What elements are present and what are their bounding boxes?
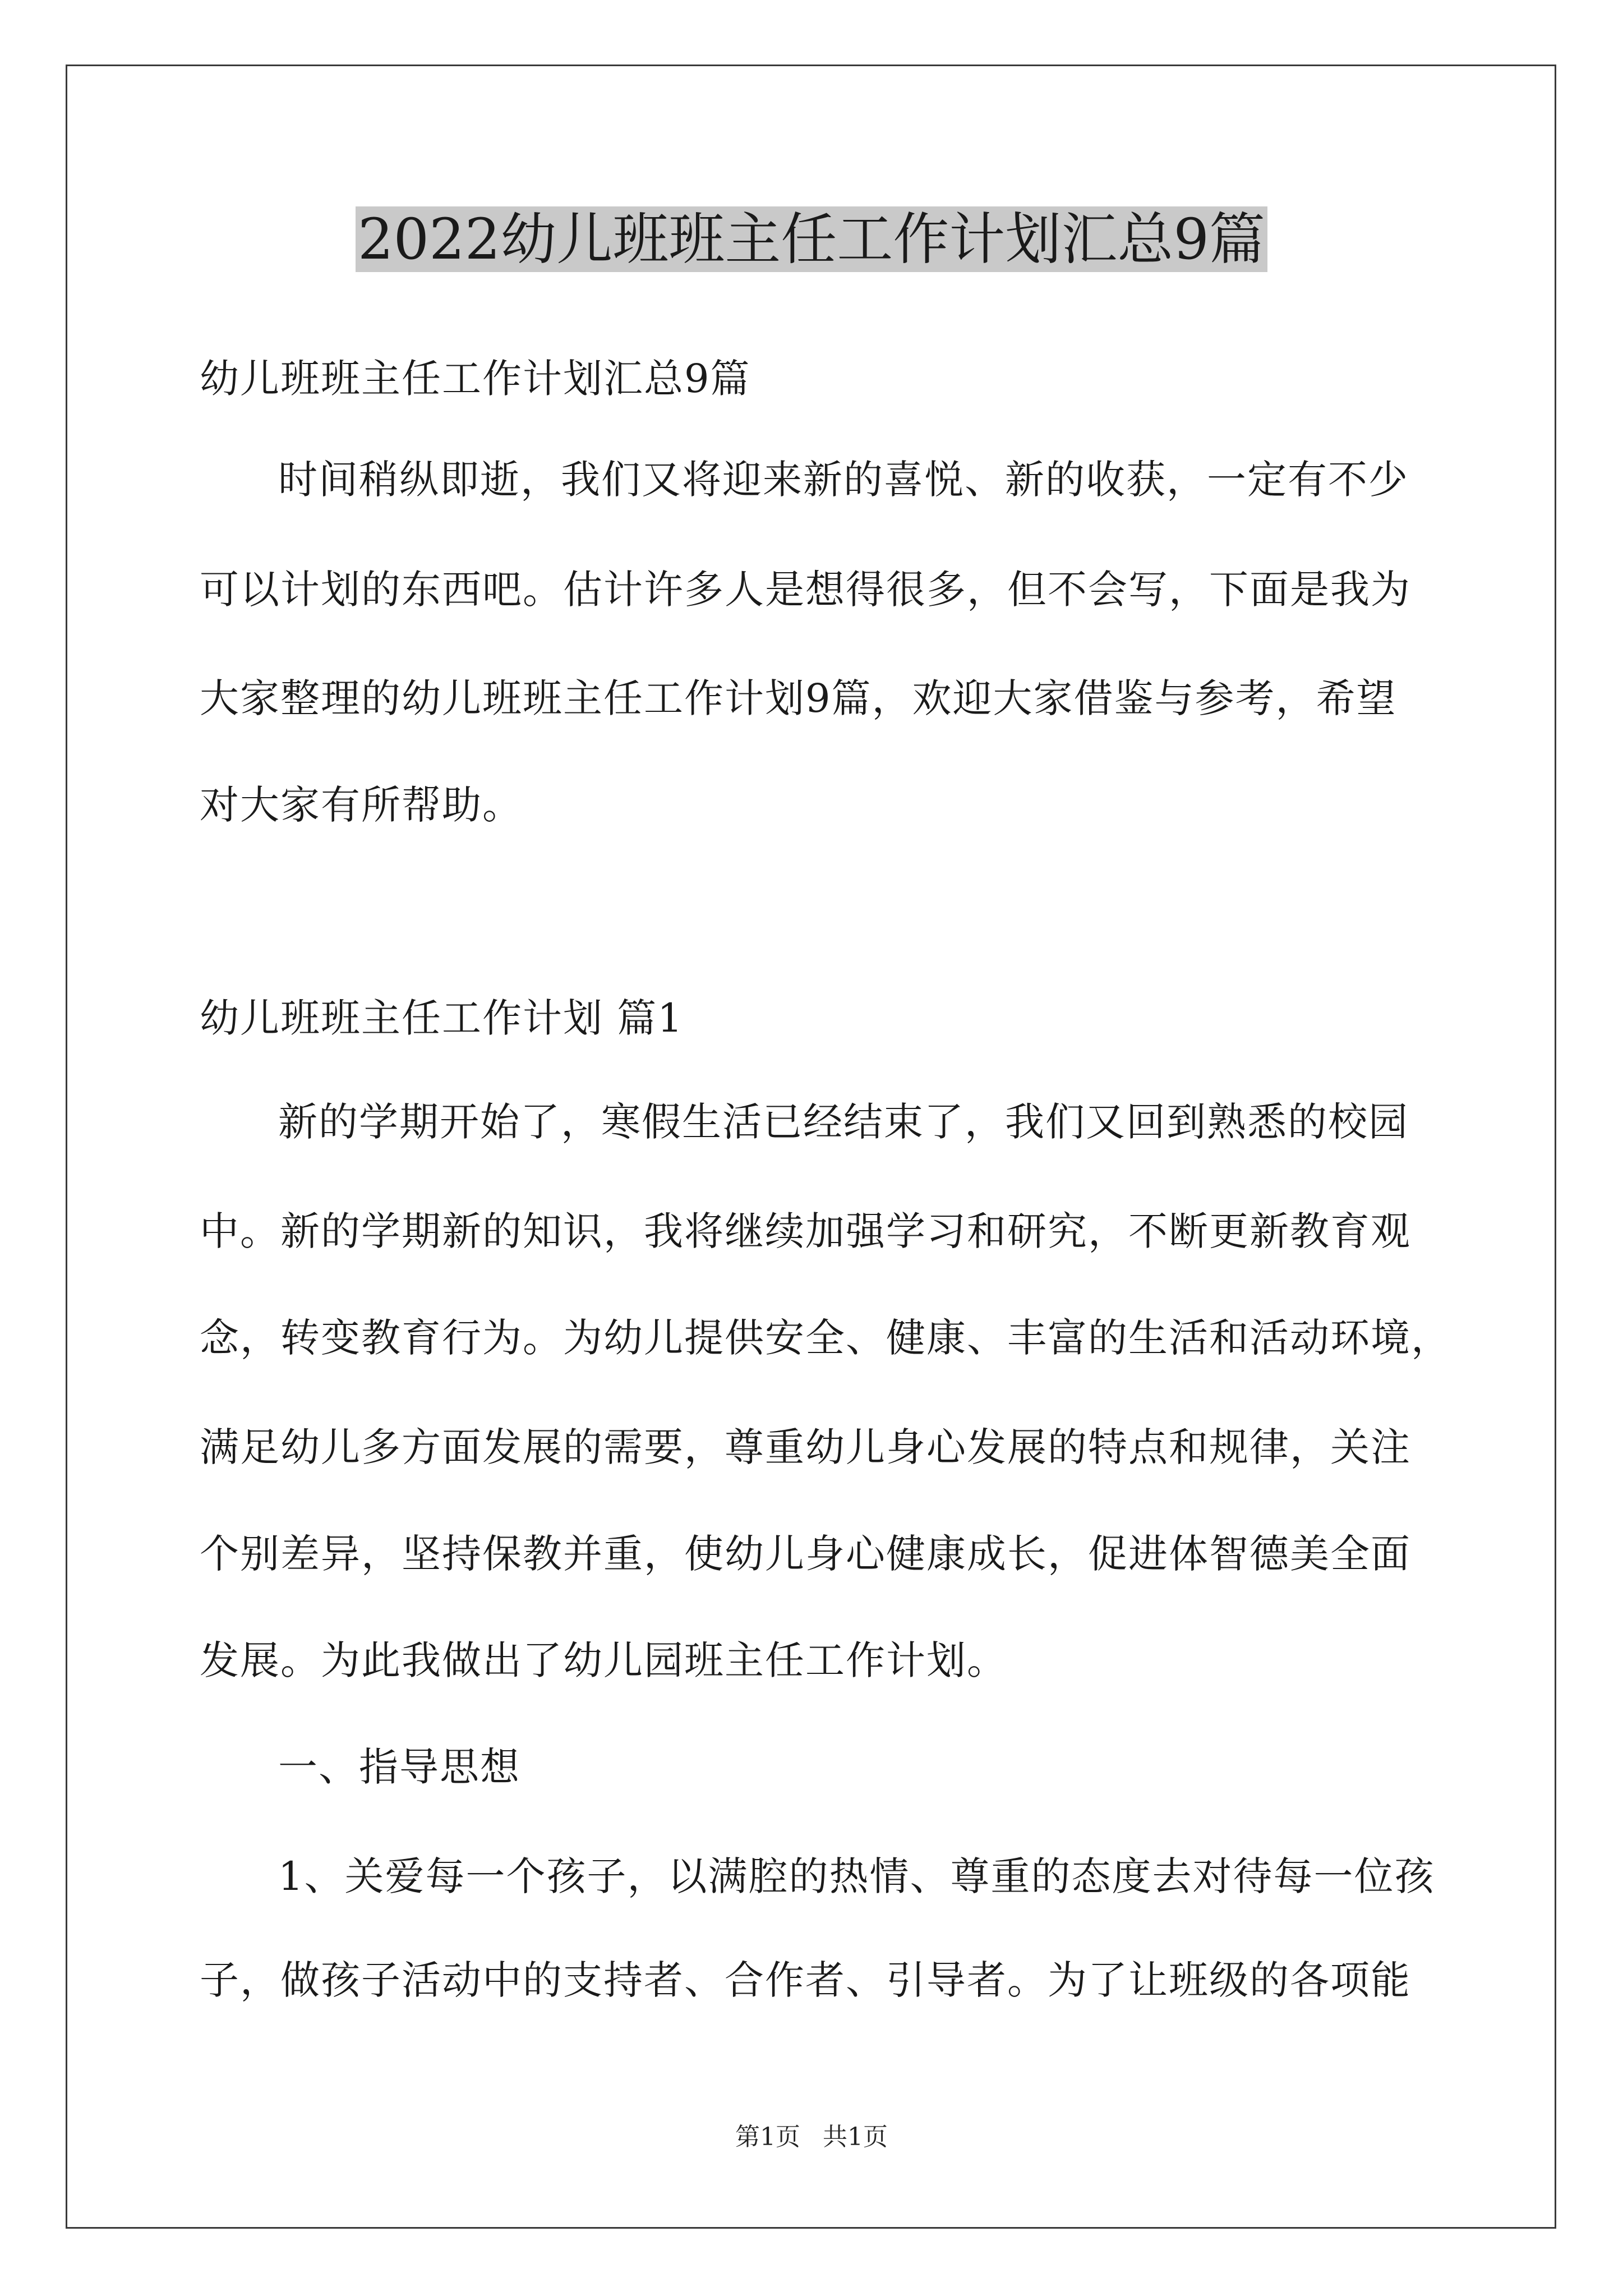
section-line-2: 中。新的学期新的知识，我将继续加强学习和研究，不断更新教育观 (200, 1208, 1411, 1254)
item-line-1: 1、关爱每一个孩子，以满腔的热情、尊重的态度去对待每一位孩 (278, 1853, 1435, 1899)
page-number: 第1页 (735, 2123, 800, 2151)
intro-line-4: 对大家有所帮助。 (200, 782, 523, 828)
section-line-1: 新的学期开始了，寒假生活已经结束了，我们又回到熟悉的校园 (278, 1099, 1409, 1145)
intro-line-1: 时间稍纵即逝，我们又将迎来新的喜悦、新的收获，一定有不少 (278, 457, 1409, 503)
page-total: 共1页 (823, 2123, 888, 2151)
document-title (200, 203, 1423, 276)
item-line-2: 子，做孩子活动中的支持者、合作者、引导者。为了让班级的各项能 (200, 1957, 1411, 2003)
section-line-6: 发展。为此我做出了幼儿园班主任工作计划。 (200, 1637, 1007, 1683)
page-footer (0, 2120, 1623, 2154)
section-line-5: 个别差异，坚持保教并重，使幼儿身心健康成长，促进体智德美全面 (200, 1531, 1411, 1577)
subheading: 一、指导思想 (278, 1744, 520, 1790)
subtitle: 幼儿班班主任工作计划汇总9篇 (200, 356, 751, 402)
section-line-3: 念，转变教育行为。为幼儿提供安全、健康、丰富的生活和活动环境， (200, 1315, 1451, 1361)
intro-line-2: 可以计划的东西吧。估计许多人是想得很多，但不会写，下面是我为 (200, 567, 1411, 613)
section-line-4: 满足幼儿多方面发展的需要，尊重幼儿身心发展的特点和规律，关注 (200, 1424, 1411, 1470)
intro-line-3: 大家整理的幼儿班班主任工作计划9篇，欢迎大家借鉴与参考，希望 (200, 675, 1397, 721)
section-heading: 幼儿班班主任工作计划 篇1 (200, 995, 684, 1041)
document-title-text: 2022幼儿班班主任工作计划汇总9篇 (356, 206, 1267, 272)
